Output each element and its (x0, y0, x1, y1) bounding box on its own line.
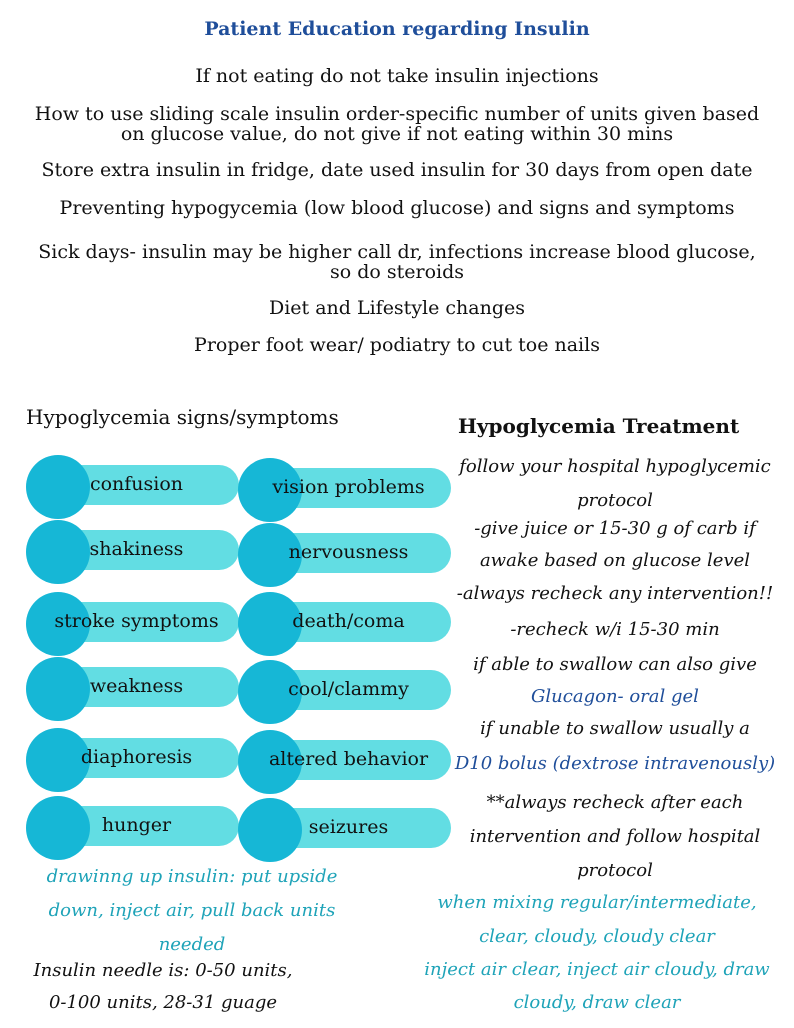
treatment-line: **always recheck after each (486, 792, 744, 813)
mixing-line: when mixing regular/intermediate, (437, 892, 757, 913)
symptom-label: weakness (89, 675, 184, 697)
needle-line: 0-100 units, 28-31 guage (48, 992, 278, 1013)
symptom-label: hunger (101, 814, 172, 836)
symptom-label: altered behavior (268, 748, 429, 770)
symptom-label: nervousness (288, 541, 409, 563)
tip-sliding-scale-1: How to use sliding scale insulin order-specific number of units given based (34, 103, 760, 125)
mixing-line: cloudy, draw clear (513, 992, 681, 1013)
symptom-pill (34, 738, 239, 778)
treatment-line-d10: D10 bolus (dextrose intravenously) (454, 753, 776, 774)
symptom-label: shakiness (89, 538, 184, 560)
tip-foot-wear: Proper foot wear/ podiatry to cut toe nails (194, 334, 600, 356)
symptom-label: seizures (308, 816, 389, 838)
symptom-label: death/coma (292, 610, 405, 632)
mixing-line: inject air clear, inject air cloudy, draw (424, 959, 770, 980)
mixing-line: clear, cloudy, cloudy clear (479, 926, 715, 947)
symptom-pill (246, 602, 451, 642)
treatment-line-glucagon: Glucagon- oral gel (531, 686, 699, 707)
symptom-pill (246, 533, 451, 573)
treatment-line: -give juice or 15-30 g of carb if (474, 518, 756, 539)
symptom-pill (246, 468, 451, 508)
page-title: Patient Education regarding Insulin (204, 18, 590, 40)
needle-line: Insulin needle is: 0-50 units, (33, 960, 293, 981)
drawing-up-line: needed (158, 934, 226, 955)
tip-diet: Diet and Lifestyle changes (268, 297, 526, 319)
tip-sick-days-2: so do steroids (329, 261, 464, 283)
symptoms-heading: Hypoglycemia signs/symptoms (26, 405, 339, 429)
tip-sick-days-1: Sick days- insulin may be higher call dr, infections increase blood glucose, (38, 241, 756, 263)
treatment-line: -recheck w/i 15-30 min (510, 619, 720, 640)
treatment-line: -always recheck any intervention!! (456, 583, 774, 604)
symptom-pill (34, 465, 239, 505)
symptom-label: confusion (89, 473, 184, 495)
symptom-pill (34, 602, 239, 642)
treatment-line: intervention and follow hospital (469, 826, 761, 847)
symptom-pill (246, 808, 451, 848)
symptom-label: cool/clammy (288, 678, 409, 700)
tip-store-insulin: Store extra insulin in fridge, date used insulin for 30 days from open date (41, 159, 753, 181)
symptom-label: vision problems (272, 476, 425, 498)
treatment-line: follow your hospital hypoglycemic (459, 456, 771, 477)
symptom-pill (246, 740, 451, 780)
treatment-line: protocol (577, 490, 653, 511)
symptom-pill (246, 670, 451, 710)
tip-sliding-scale-2: on glucose value, do not give if not eating within 30 mins (120, 123, 674, 145)
treatment-line: awake based on glucose level (479, 550, 751, 571)
treatment-line: protocol (577, 860, 653, 881)
drawing-up-line: drawinng up insulin: put upside (46, 866, 338, 887)
treatment-line: if unable to swallow usually a (480, 718, 750, 739)
symptom-pill (34, 530, 239, 570)
symptom-label: stroke symptoms (54, 610, 219, 632)
symptom-pill (34, 667, 239, 707)
treatment-line: if able to swallow can also give (473, 654, 757, 675)
tip-prevent-hypoglycemia: Preventing hypogycemia (low blood glucose) and signs and symptoms (59, 197, 735, 219)
symptom-label: diaphoresis (80, 746, 193, 768)
treatment-heading: Hypoglycemia Treatment (458, 414, 740, 438)
tip-not-eating: If not eating do not take insulin injections (195, 65, 599, 87)
symptom-pill (34, 806, 239, 846)
drawing-up-line: down, inject air, pull back units (48, 900, 336, 921)
